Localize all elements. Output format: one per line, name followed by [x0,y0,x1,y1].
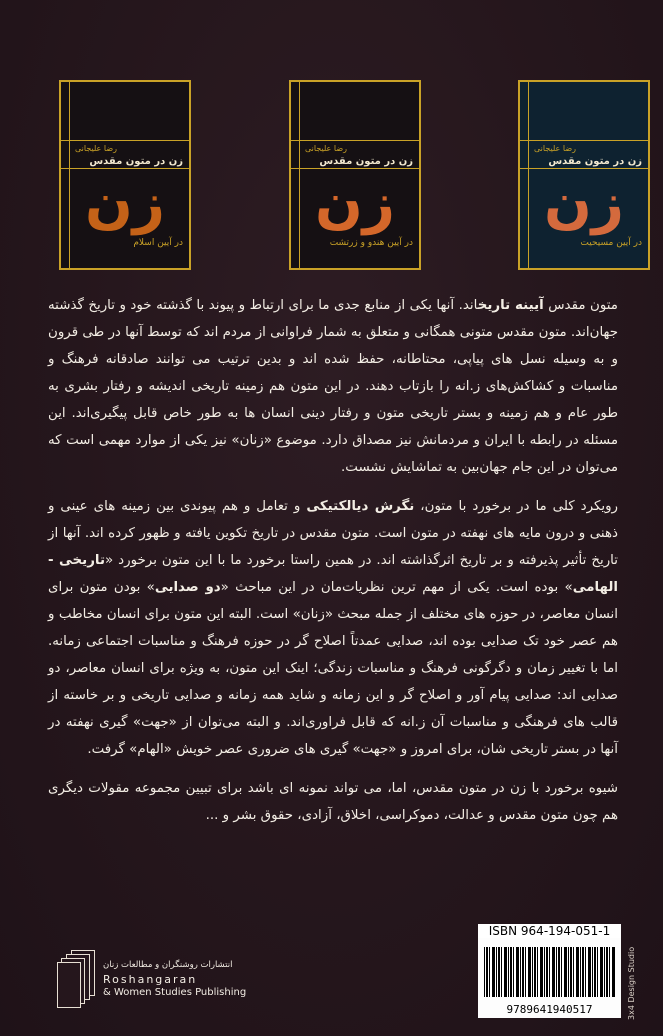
book-subtitle: در آیین اسلام [133,238,183,248]
publisher-block [55,940,255,1020]
book-author: رضا علیجانی [75,144,117,153]
book-big-title: زن [84,171,166,236]
book-thumbnail-islam [59,80,191,270]
book-thumbnail-hindu-zoroastrian [289,80,421,270]
barcode [478,925,621,1018]
book-big-title: زن [543,171,625,236]
publisher-name-fa: انتشارات روشنگران و مطالعات زنان [103,960,233,970]
publisher-name-en-2: & Women Studies Publishing [103,987,247,998]
book-title: زن در متون مقدس [89,156,183,167]
bold-phrase: آیینه تاریخ [477,298,544,313]
text-run: و تعامل و هم پیوندی بین زمینه های عینی و ذهنی و درون مایه های نهفته در متون است. متون مقدس در تاریخ تکوین یافته و ظهور کرده اند. آنها از تاریخ تأثیر پذیرفته و بر تاریخ اثرگذاشته اند. در همین راستا برخورد ما با این متون برخورد « [48,499,618,568]
paragraph-1 [48,292,618,481]
divider [520,140,648,141]
text-run: اند. آنها یکی از منابع جدی ما برای ارتباط و پیوند با گذشته خود و تاریخ گذشته جهان‌اند. متون مقدس متونی همگانی و متعلق به شمار فراوانی از مردم اند که توسط آنها در طی قرون و به وسیله نسل های پیاپی، محتاطانه، حفظ شده اند و بدین ترتیب می توانند صادقانه فرهنگ و مناسبات و کشاکش‌های ز.انه را بازتاب دهند. در این متون هم زمینه تاریخی اندیشه و رفتار بشری به طور عام و هم زمینه و بستر تاریخی متون و رفتار دینی انسان ها به طور خاص قابل پیگیری‌اند. این مسئله در رابطه با ایران و مردمانش نیز مصداق دارد. موضوع «زنان» نیز یکی از موارد مهمی است که می‌توان در این جام جهان‌بین به تماشایش نشست. [48,298,618,475]
paragraph-2 [48,493,618,763]
design-studio-credit: 3x4 Design Studio [627,946,636,1020]
book-big-title: زن [314,171,396,236]
text-run: متون مقدس [543,298,618,313]
paragraph-3: شیوه برخورد با زن در متون مقدس، اما، می تواند نمونه ای باشد برای تبیین مجموعه مقولات دیگری هم چون متون مقدس و عدالت، دموکراسی، اخلاق، آزادی، حقوق بشر و ... [48,781,618,823]
text-run: » بودن متون برای انسان معاصر، در حوزه های مختلف از جمله مبحث «زنان» است. البته این متون برای انسان مخاطب و هم عصر خود تک صدایی بوده اند، صدایی عمدتاً اصلاح گر در حوزه فرهنگ و مناسبات اجتماعی زمانه. اما با تغییر زمان و دگرگونی فرهنگ و مناسبات زندگی؛ اینک این متون، به ویژه برای انسان معاصر، دو صدایی اند: صدایی پیام آور و اصلاح گر و این زمانه و شاید همه زمانه و صدایی تاریخی و بر خاسته از قالب های فرهنگی و مناسبات آن ز.انه که قابل فراوری‌اند. و البته می‌توان از «جهت» گیری نهفته در آنها در بستر تاریخی شان، برای امروز و «جهت» گیری های ضروری عصر خویش «الهام» گرفت. [48,580,618,757]
text-run: رویکرد کلی ما در برخورد با متون، [414,499,619,514]
book-author: رضا علیجانی [305,144,347,153]
barcode-bars [484,947,615,997]
text-run: » بوده است. یکی از مهم ترین نظریات‌مان در این مباحث « [220,580,573,595]
divider [61,168,189,169]
bold-phrase: دو صدایی [154,580,221,595]
book-title: زن در متون مقدس [319,156,413,167]
divider [291,168,419,169]
book-subtitle: در آیین مسیحیت [580,238,642,248]
isbn-label: ISBN 964-194-051-1 [478,924,621,938]
blurb-text [48,292,618,841]
barcode-number: 9789641940517 [506,1003,593,1016]
book-title: زن در متون مقدس [548,156,642,167]
book-subtitle: در آیین هندو و زرتشت [329,238,413,248]
divider [520,168,648,169]
bold-phrase: تاریخی - الهامی [48,553,619,595]
divider [291,140,419,141]
publisher-name-en: Roshangaran [103,973,198,986]
book-thumbnail-christianity [518,80,650,270]
book-author: رضا علیجانی [534,144,576,153]
divider [61,140,189,141]
bold-phrase: نگرش دیالکتیکی [306,499,415,514]
publisher-logo-icon [57,950,97,1006]
